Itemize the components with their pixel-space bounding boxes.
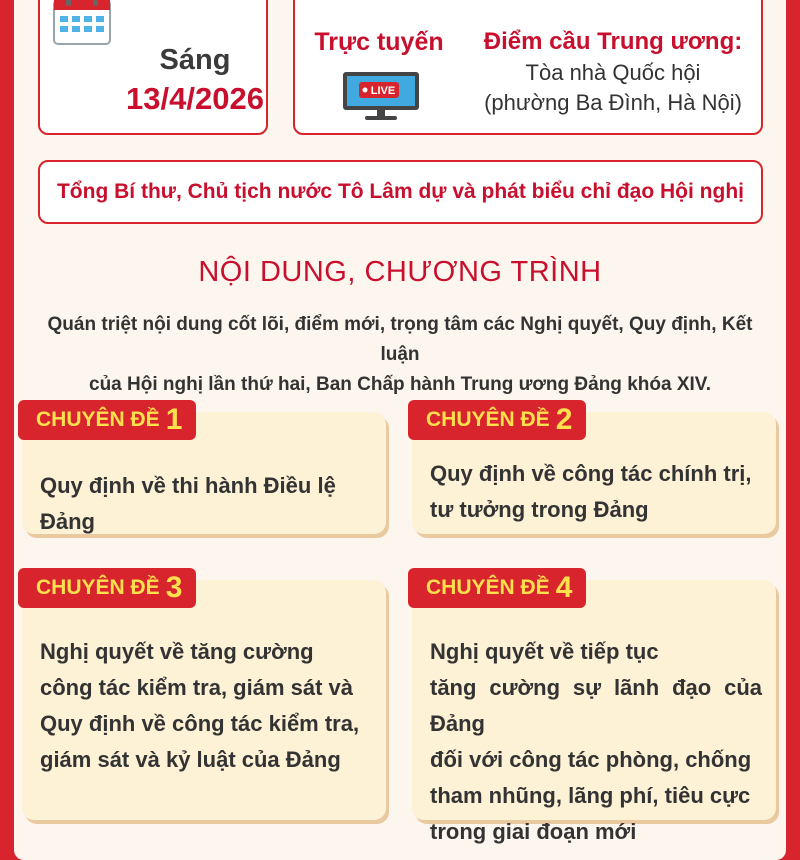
location-card — [293, 0, 763, 135]
topic-card-1 — [22, 403, 386, 534]
topic-body-1 — [40, 468, 372, 540]
intro-line-2: của Hội nghị lần thứ hai, Ban Chấp hành Trung ương Đảng khóa XIV. — [89, 374, 711, 395]
topic-line: công tác kiểm tra, giám sát và — [40, 675, 354, 700]
topic-word: CHUYÊN ĐỀ — [36, 408, 160, 431]
time-card — [38, 0, 268, 135]
topic-line: trong giai đoạn mới — [430, 819, 637, 844]
hub-title: Điểm cầu Trung ương: — [483, 28, 743, 55]
topic-number: 1 — [165, 403, 183, 436]
topic-line: Nghị quyết về tiếp tục — [430, 639, 659, 664]
topic-card-3 — [22, 571, 386, 820]
calendar-icon — [50, 0, 114, 48]
topic-line: giám sát và kỷ luật của Đảng — [40, 747, 341, 772]
attendance-banner: Tổng Bí thư, Chủ tịch nước Tô Lâm dự và phát biểu chỉ đạo Hội nghị — [38, 160, 763, 224]
time-text — [120, 44, 268, 117]
topic-card-4 — [412, 571, 776, 844]
time-label: Sáng — [159, 44, 231, 76]
topic-tag-2 — [408, 400, 586, 440]
topic-word: CHUYÊN ĐỀ — [36, 576, 160, 599]
topic-tag-3 — [18, 568, 196, 608]
topic-tag-4 — [408, 568, 586, 608]
live-tv-icon — [341, 70, 421, 122]
topic-line: Quy định về công tác chính trị, — [430, 461, 752, 486]
topic-number: 2 — [555, 403, 573, 436]
topic-line: tăng cường sự lãnh đạo của Đảng — [430, 675, 762, 736]
topic-line: đối với công tác phòng, chống — [430, 747, 752, 772]
hub-info — [475, 28, 751, 116]
topic-body-4 — [430, 634, 762, 850]
section-title: NỘI DUNG, CHƯƠNG TRÌNH — [198, 256, 602, 288]
topic-line: Quy định về thi hành Điều lệ Đảng — [40, 473, 336, 534]
topic-number: 3 — [165, 571, 183, 604]
topic-word: CHUYÊN ĐỀ — [426, 408, 550, 431]
time-date: 13/4/2026 — [126, 81, 264, 116]
topic-line: tham nhũng, lãng phí, tiêu cực — [430, 783, 751, 808]
online-label: Trực tuyến — [314, 28, 444, 56]
topic-word: CHUYÊN ĐỀ — [426, 576, 550, 599]
live-badge: LIVE — [370, 85, 396, 97]
hub-line-2: (phường Ba Đình, Hà Nội) — [484, 90, 742, 115]
topic-tag-1 — [18, 400, 196, 440]
intro-line-1: Quán triệt nội dung cốt lõi, điểm mới, trọng tâm các Nghị quyết, Quy định, Kết luận — [47, 314, 753, 365]
topic-card-2 — [412, 403, 776, 534]
hub-line-1: Tòa nhà Quốc hội — [525, 60, 701, 85]
intro-text — [30, 310, 770, 400]
topic-number: 4 — [555, 571, 573, 604]
topic-line: tư tưởng trong Đảng — [430, 497, 649, 522]
topic-body-2 — [430, 456, 762, 528]
topic-body-3 — [40, 634, 372, 778]
topic-line: Nghị quyết về tăng cường — [40, 639, 314, 664]
topic-line: Quy định về công tác kiểm tra, — [40, 711, 360, 736]
